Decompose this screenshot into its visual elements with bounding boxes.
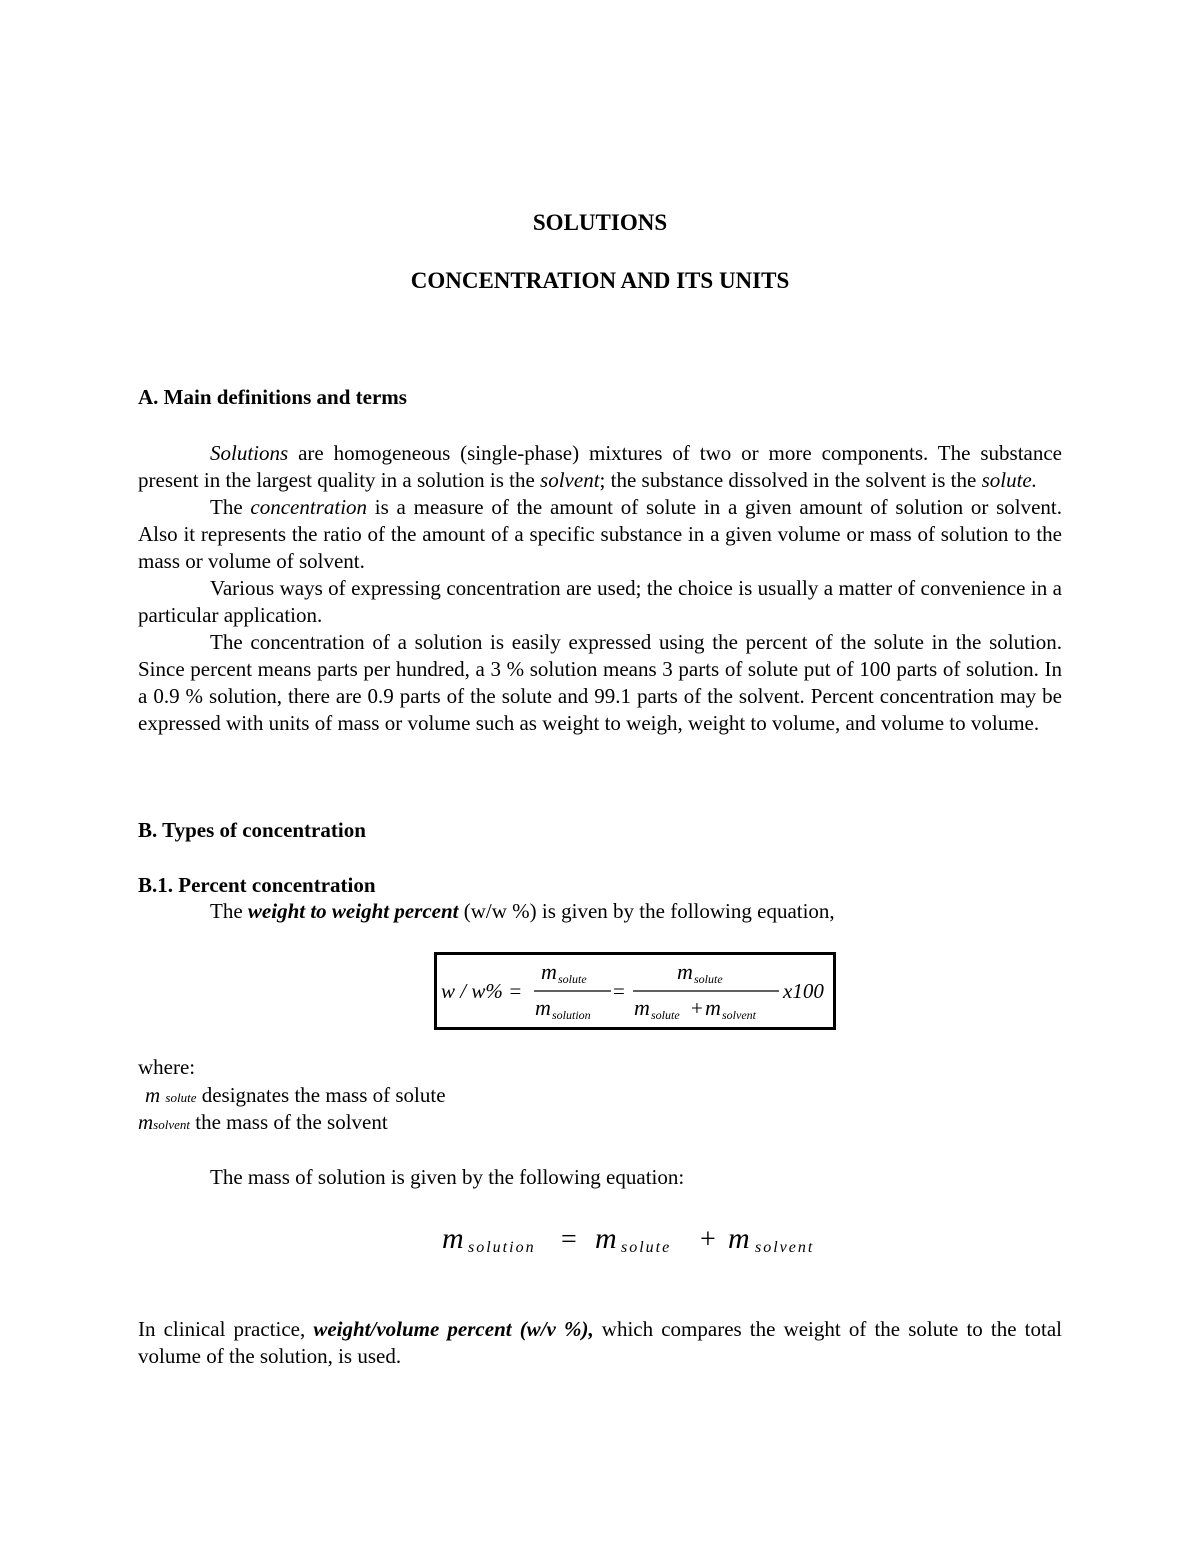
paragraph-percent: The concentration of a solution is easily expressed using the percent of the solute in the solution. Since percent means parts per hundred, a 3 % solution means 3 parts of solute put of 100 parts of solution. In a 0.9 % solution, there are 0.9 parts of the solute and 99.1 parts of the solvent. Percent concentration may be expressed with units of mass or volume such as weight to weigh, weight to volume, and volume to volume. (138, 630, 1062, 735)
ww-formula (437, 955, 833, 1027)
term-concentration: concentration (250, 495, 368, 519)
intro-text: (w/w %) is given by the following equation, (458, 899, 835, 923)
mass-intro: The mass of solution is given by the following equation: (210, 1165, 685, 1189)
paragraph-ways: Various ways of expressing concentration are used; the choice is usually a matter of convenience in a particular application. (138, 576, 1062, 627)
paragraph-text: are homogeneous (single-phase) mixtures of two or more components. The substance present in the largest quality in a solution is the (138, 441, 1062, 492)
formula-plus: + (691, 996, 703, 1020)
formula-num1-sub: solute (558, 972, 587, 986)
formula2-m1-sub: solution (468, 1239, 536, 1256)
section-b1-heading: B.1. Percent concentration (138, 873, 376, 897)
clinical-text: which compares the weight of the solute to the total volume of the solution, is used. (138, 1317, 1063, 1368)
section-a-heading: A. Main definitions and terms (138, 385, 407, 409)
def-sub: solute (165, 1090, 197, 1105)
formula-den2a-sub: solute (651, 1008, 680, 1022)
term-weight-volume: weight/volume percent (w/v %), (313, 1317, 594, 1341)
def-text: the mass of the solvent (190, 1110, 388, 1134)
def-m: m (145, 1083, 161, 1107)
page-title: SOLUTIONS (532, 210, 668, 235)
ww-formula-box (434, 952, 836, 1030)
formula-num2: m (677, 959, 693, 984)
paragraph-text: The (210, 495, 251, 519)
formula-num2-sub: solute (694, 972, 723, 986)
formula-den2b: m (705, 995, 721, 1020)
definition-solute (145, 1082, 446, 1111)
formula-times: x100 (783, 979, 824, 1003)
page-subtitle: CONCENTRATION AND ITS UNITS (410, 268, 790, 293)
formula-lhs: w / w% = (441, 979, 523, 1003)
section-a-body (138, 440, 1062, 737)
term-solvent: solvent (540, 468, 600, 492)
term-solute: solute. (981, 468, 1037, 492)
paragraph-concentration (138, 494, 1062, 575)
formula2-m3: m (728, 1222, 750, 1255)
formula-den1: m (535, 995, 551, 1020)
section-b-heading: B. Types of concentration (138, 818, 366, 842)
paragraph-text: is a measure of the amount of solute in a given amount of solution or solvent. Also it represents the ratio of the amount of a specific substance in a given volume or mass of solution to the mass or volume of solvent. (138, 495, 1062, 573)
formula2-plus: + (700, 1224, 716, 1255)
formula-den2a: m (634, 995, 650, 1020)
formula2-m1: m (442, 1222, 464, 1255)
formula-den1-sub: solution (552, 1008, 591, 1022)
clinical-text: In clinical practice, (138, 1317, 314, 1341)
mass-formula (438, 1218, 858, 1264)
formula-den2b-sub: solvent (722, 1008, 756, 1022)
document-page (138, 0, 1062, 1553)
clinical-paragraph (138, 1316, 1062, 1370)
def-m: m (138, 1110, 154, 1134)
where-label: where: (138, 1055, 196, 1079)
formula-num1: m (541, 959, 557, 984)
paragraph-text: ; the substance dissolved in the solvent is the (599, 468, 982, 492)
formula2-m3-sub: solvent (755, 1239, 815, 1256)
paragraph-solutions (138, 440, 1062, 494)
intro-text: The (210, 899, 248, 923)
def-sub: solvent (153, 1117, 190, 1132)
ww-intro (210, 898, 835, 925)
formula2-m2-sub: solute (621, 1239, 672, 1256)
term-weight-to-weight: weight to weight percent (247, 899, 459, 923)
definition-solvent (138, 1109, 388, 1138)
formula-equals: = (613, 979, 625, 1003)
formula2-equals: = (561, 1224, 577, 1255)
term-solutions: Solutions (210, 441, 289, 465)
formula2-m2: m (595, 1222, 617, 1255)
def-text: designates the mass of solute (196, 1083, 446, 1107)
